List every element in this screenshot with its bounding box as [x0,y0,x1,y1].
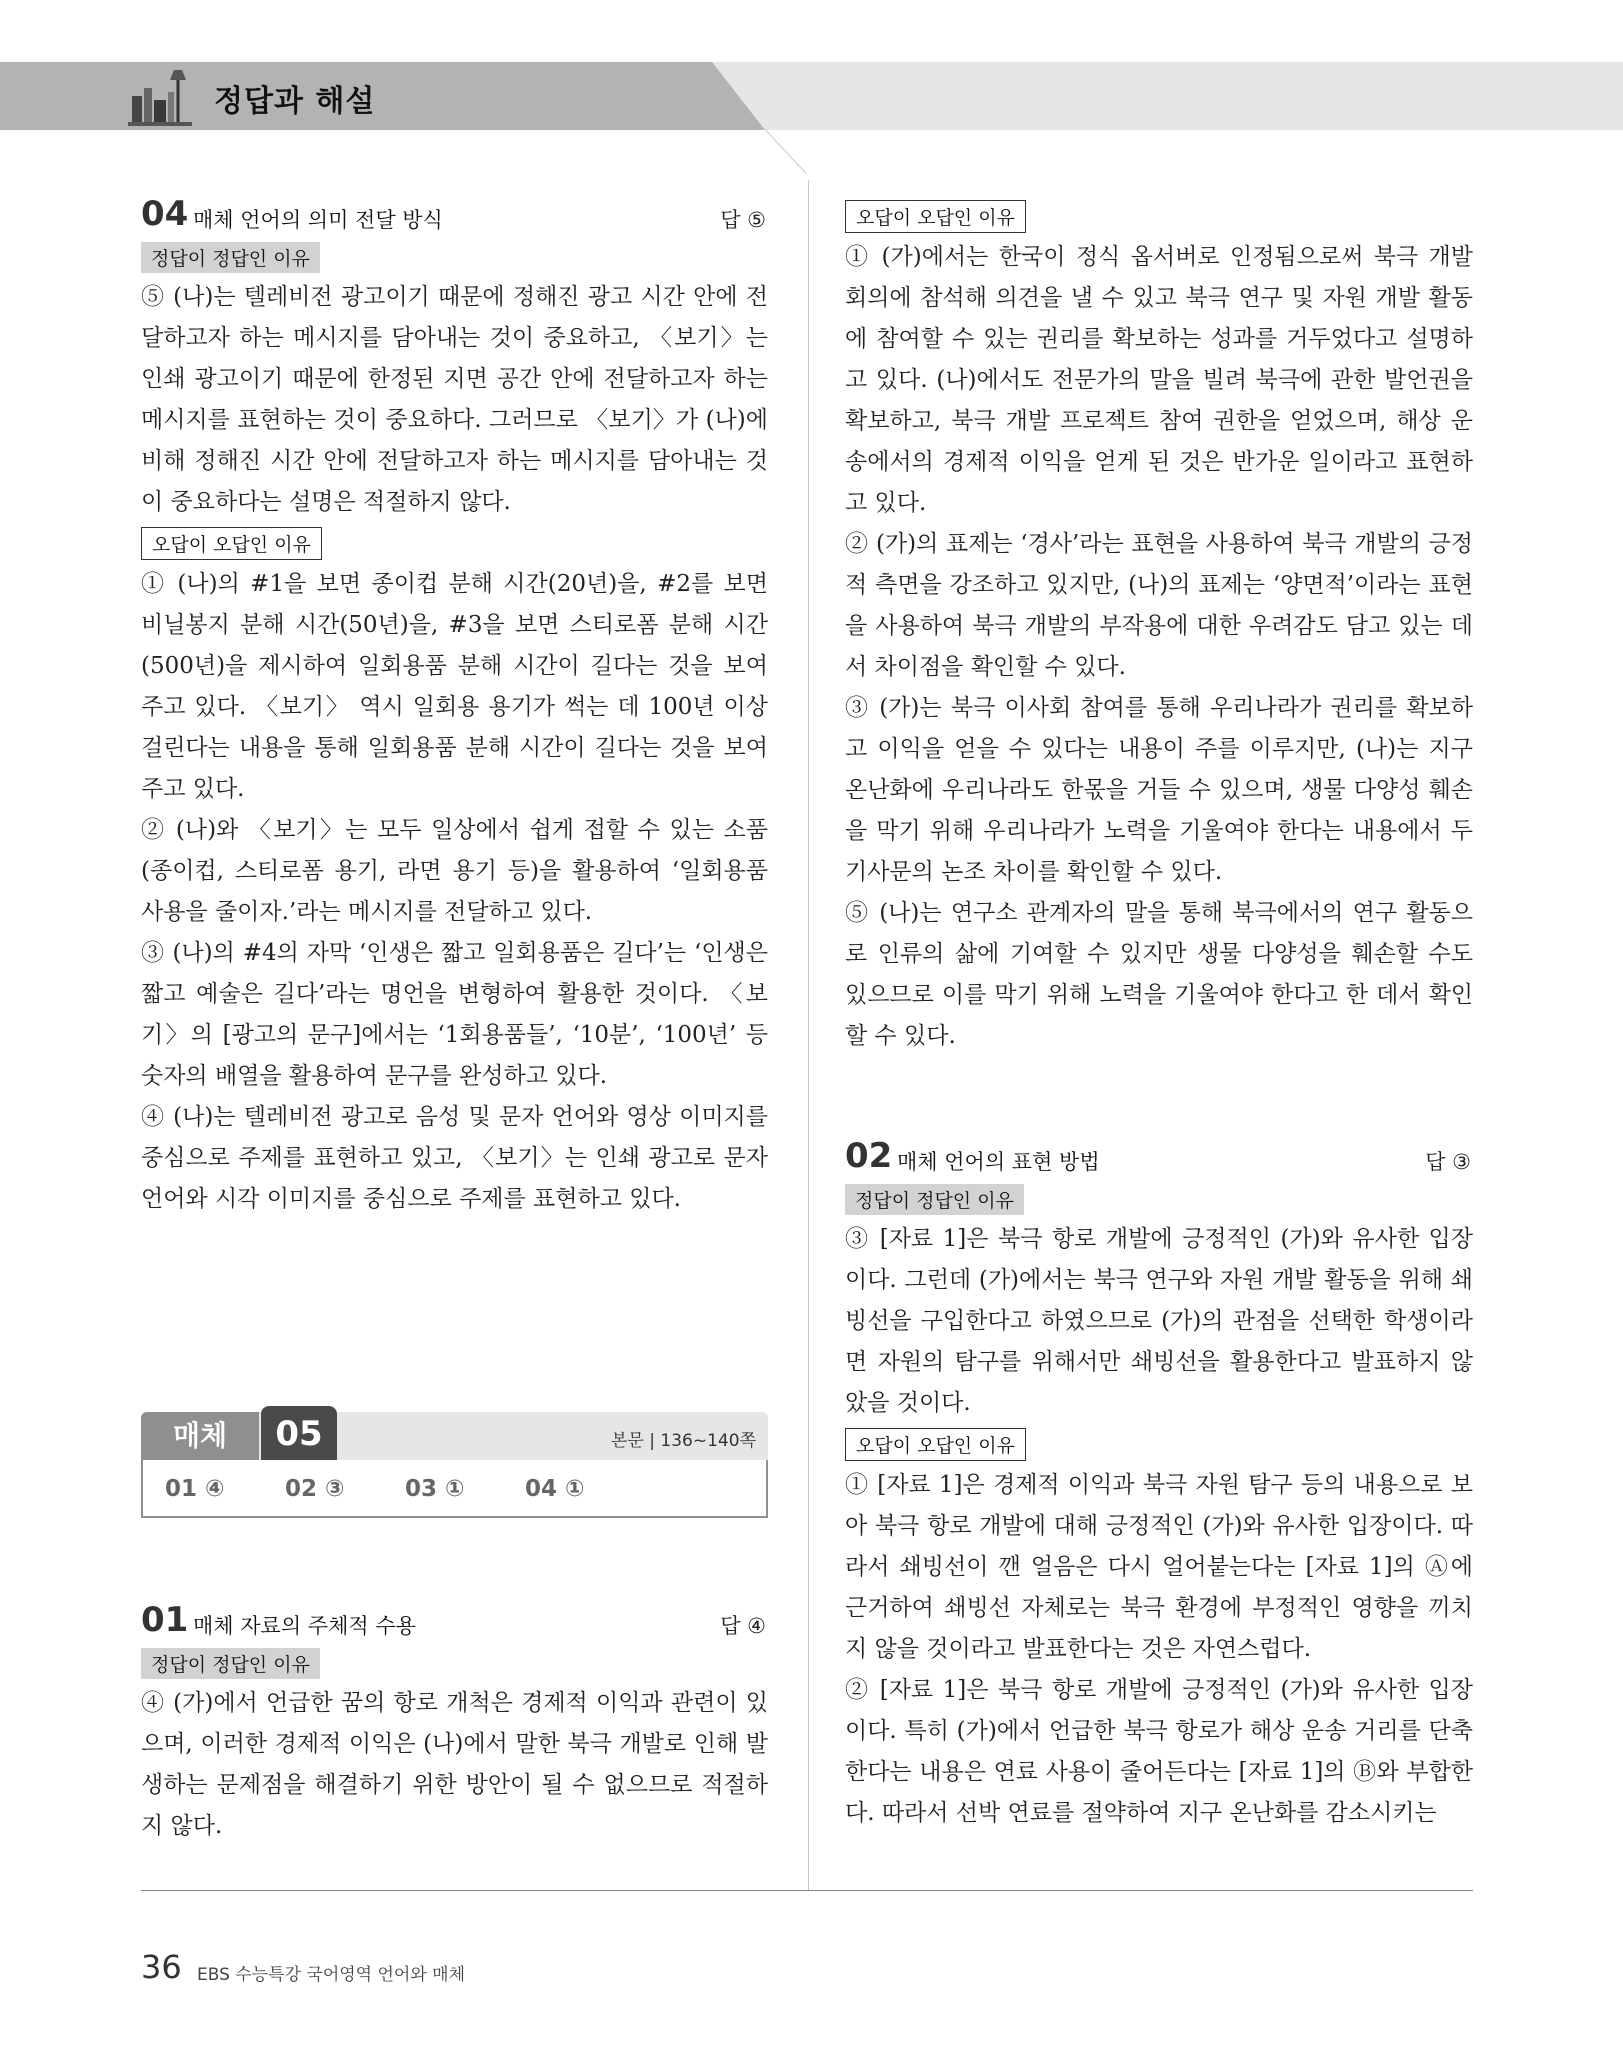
page-reference: 본문 | 136~140쪽 [611,1431,756,1451]
question-title: 매체 언어의 의미 전달 방식 [193,208,443,232]
right-q02-section [845,1136,1473,1834]
footer-rule [141,1890,1473,1891]
left-q04-section [141,194,768,1220]
question-answer: 답 ④ [720,1614,766,1638]
answer-item: 01 ④ [165,1476,225,1502]
question-title: 매체 자료의 주체적 수용 [193,1614,416,1638]
answer-item: 03 ① [405,1476,465,1502]
wrong-reason-item: ⑤ (나)는 연구소 관계자의 말을 통해 북극에서의 연구 활동으로 인류의 삶에 기여할 수 있지만 생물 다양성을 훼손할 수도 있으므로 이를 막기 위해 노력을 기울여야 한다고 한 데서 확인할 수 있다. [845,900,1473,1049]
wrong-reason-item: ② (가)의 표제는 ‘경사’라는 표현을 사용하여 북극 개발의 긍정적 측면을 강조하고 있지만, (나)의 표제는 ‘양면적’이라는 표현을 사용하여 북극 개발의 부작용에 대한 우려감도 담고 있는 데서 차이점을 확인할 수 있다. [845,531,1473,680]
correct-reason-tag: 정답이 정답인 이유 [141,242,320,273]
header-divider [765,129,807,174]
question-header [141,1600,768,1644]
question-title: 매체 언어의 표현 방법 [897,1150,1100,1174]
question-header [141,194,768,238]
correct-reason-text: ④ (가)에서 언급한 꿈의 항로 개척은 경제적 이익과 관련이 있으며, 이러한 경제적 이익은 (나)에서 말한 북극 개발로 인해 발생하는 문제점을 해결하기 위한 방안이 될 수 없으므로 적절하지 않다. [141,1690,768,1839]
wrong-reason-tag: 오답이 오답인 이유 [141,527,322,560]
wrong-reason-item: ① (가)에서는 한국이 정식 옵서버로 인정됨으로써 북극 개발 회의에 참석해 의견을 낼 수 있고 북극 연구 및 자원 개발 활동에 참여할 수 있는 권리를 확보하는 성과를 거두었다고 설명하고 있다. (나)에서도 전문가의 말을 빌려 북극에 관한 발언권을 확보하고, 북극 개발 프로젝트 참여 권한을 얻었으며, 해상 운송에서의 경제적 이익을 얻게 된 것은 반가운 일이라고 표현하고 있다. [845,244,1473,516]
question-header [845,1136,1473,1180]
wrong-reason-item: ① (나)의 #1을 보면 종이컵 분해 시간(20년)을, #2를 보면 비닐봉지 분해 시간(50년)을, #3을 보면 스티로폼 분해 시간(500년)을 제시하여 일회용품 분해 시간이 길다는 것을 보여 주고 있다. 〈보기〉 역시 일회용 용기가 썩는 데 100년 이상 걸린다는 내용을 통해 일회용품 분해 시간이 길다는 것을 보여 주고 있다. [141,571,768,802]
answer-box-body [141,1460,768,1518]
answer-box-label: 매체 [141,1412,259,1460]
question-answer: 답 ③ [1425,1150,1471,1174]
wrong-reason-item: ③ (나)의 #4의 자막 ‘인생은 짧고 일회용품은 길다’는 ‘인생은 짧고 예술은 길다’라는 명언을 변형하여 활용한 것이다. 〈보기〉의 [광고의 문구]에서는 ‘1회용품들’, ‘10분’, ‘100년’ 등 숫자의 배열을 활용하여 문구를 완성하고 있다. [141,940,768,1089]
wrong-reason-item: ④ (나)는 텔레비전 광고로 음성 및 문자 언어와 영상 이미지를 중심으로 주제를 표현하고 있고, 〈보기〉는 인쇄 광고로 문자 언어와 시각 이미지를 중심으로 주제를 표현하고 있다. [141,1104,768,1212]
correct-reason-tag: 정답이 정답인 이유 [845,1184,1024,1215]
correct-reason-text: ③ [자료 1]은 북극 항로 개발에 긍정적인 (가)와 유사한 입장이다. 그런데 (가)에서는 북극 연구와 자원 개발 활동을 위해 쇄빙선을 구입한다고 하였으므로 (가)의 관점을 선택한 학생이라면 자원의 탐구를 위해서만 쇄빙선을 활용한다고 발표하지 않았을 것이다. [845,1226,1473,1416]
question-number: 04 [141,194,189,234]
right-q01-continued [845,196,1473,1057]
answer-item: 02 ③ [285,1476,345,1502]
question-number: 01 [141,1600,189,1640]
answer-summary-box [141,1412,768,1520]
book-title: EBS 수능특강 국어영역 언어와 매체 [197,1965,465,1985]
wrong-reason-item: ① [자료 1]은 경제적 이익과 북극 자원 탐구 등의 내용으로 보아 북극 항로 개발에 대해 긍정적인 (가)와 유사한 입장이다. 따라서 쇄빙선이 깬 얼음은 다시 얼어붙는다는 [자료 1]의 Ⓐ에 근거하여 쇄빙선 자체로는 북극 환경에 부정적인 영향을 끼치지 않을 것이라고 발표한다는 것은 자연스럽다. [845,1472,1473,1662]
wrong-reason-item: ② [자료 1]은 북극 항로 개발에 긍정적인 (가)와 유사한 입장이다. 특히 (가)에서 언급한 북극 항로가 해상 운송 거리를 단축한다는 내용은 연료 사용이 줄어든다는 [자료 1]의 Ⓑ와 부합한다. 따라서 선박 연료를 절약하여 지구 온난화를 감소시키는 [845,1677,1473,1826]
page-number: 36 [141,1948,182,1986]
wrong-reason-item: ② (나)와 〈보기〉는 모두 일상에서 쉽게 접할 수 있는 소품(종이컵, 스티로폼 용기, 라면 용기 등)을 활용하여 ‘일회용품 사용을 줄이자.’라는 메시지를 전달하고 있다. [141,817,768,925]
wrong-reason-tag: 오답이 오답인 이유 [845,1428,1026,1461]
correct-reason-tag: 정답이 정답인 이유 [141,1648,320,1679]
answer-box-number: 05 [261,1406,337,1460]
answer-item: 04 ① [525,1476,585,1502]
correct-reason-text: ⑤ (나)는 텔레비전 광고이기 때문에 정해진 광고 시간 안에 전달하고자 하는 메시지를 담아내는 것이 중요하고, 〈보기〉는 인쇄 광고이기 때문에 한정된 지면 공간 안에 전달하고자 하는 메시지를 표현하는 것이 중요하다. 그러므로 〈보기〉가 (나)에 비해 정해진 시간 안에 전달하고자 하는 메시지를 담아내는 것이 중요하다는 설명은 적절하지 않다. [141,284,768,515]
books-lamp-icon [126,66,194,128]
wrong-reason-item: ③ (가)는 북극 이사회 참여를 통해 우리나라가 권리를 확보하고 이익을 얻을 수 있다는 내용이 주를 이루지만, (나)는 지구 온난화에 우리나라도 한몫을 거들 수 있으며, 생물 다양성 훼손을 막기 위해 우리나라가 노력을 기울여야 한다는 내용에서 두 기사문의 논조 차이를 확인할 수 있다. [845,695,1473,885]
left-q01-section [141,1600,768,1847]
header-tab [0,62,765,130]
column-divider [808,180,809,1890]
wrong-reason-tag: 오답이 오답인 이유 [845,200,1026,233]
question-answer: 답 ⑤ [720,208,766,232]
header-title: 정답과 해설 [214,84,376,119]
question-number: 02 [845,1136,893,1176]
